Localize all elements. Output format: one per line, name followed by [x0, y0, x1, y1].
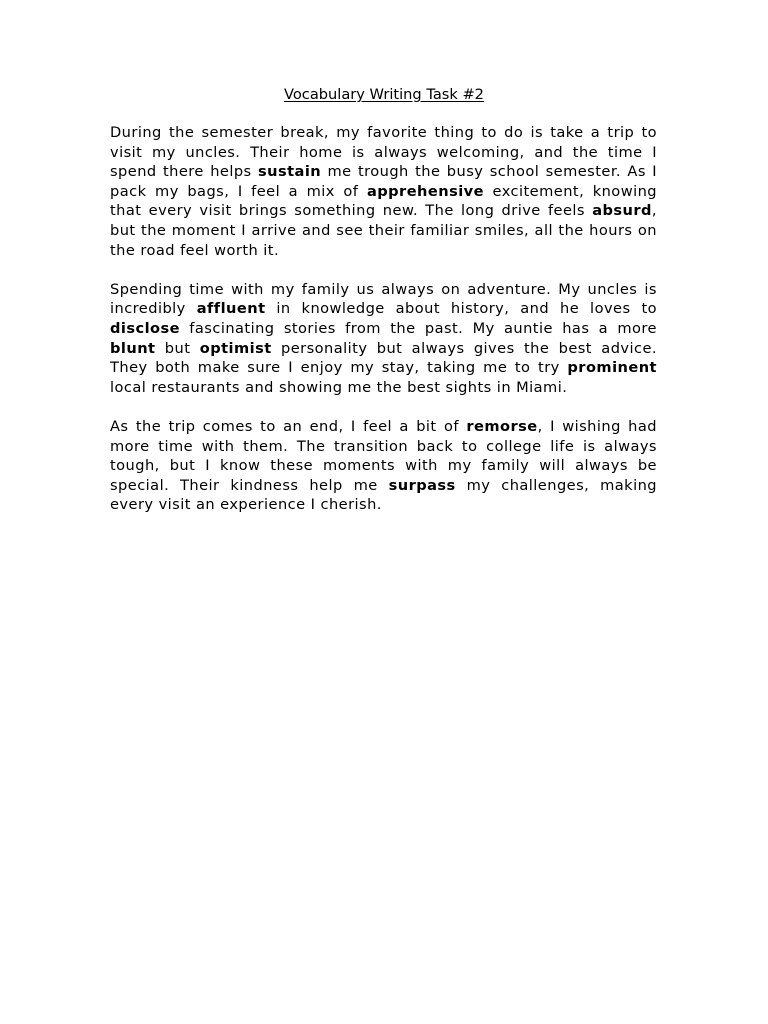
- vocabulary-word: surpass: [388, 476, 456, 494]
- document-body: [110, 123, 657, 534]
- paragraph-text: As the trip comes to an end, I feel a bit of: [110, 417, 467, 435]
- vocabulary-word: affluent: [196, 300, 266, 318]
- paragraph-text: , but the moment I arrive and see their familiar smiles, all the hours on the road feel worth it.: [110, 202, 657, 259]
- vocabulary-word: disclose: [110, 319, 180, 337]
- paragraph-text: personality but always gives the best advice. They both make sure I enjoy my stay, taking me to try: [110, 339, 658, 377]
- paragraph-text: my challenges, making every visit an experience I cherish.: [110, 476, 657, 514]
- paragraph-text: me trough the busy school semester. As I pack my bags, I feel a mix of: [110, 163, 657, 200]
- vocabulary-word: prominent: [567, 359, 657, 377]
- vocabulary-word: optimist: [199, 339, 272, 357]
- paragraph-text: During the semester break, my favorite thing to do is take a trip to visit my uncles. Their home is always welcoming, and the time I spend there helps: [110, 124, 657, 181]
- vocabulary-word: sustain: [257, 163, 322, 181]
- paragraph-1: [110, 123, 657, 260]
- paragraph-text: but: [155, 339, 200, 357]
- paragraph-text: Spending time with my family us always on adventure. My uncles is incredibly: [110, 280, 657, 318]
- paragraph-3: [110, 417, 657, 515]
- vocabulary-word: blunt: [110, 339, 156, 357]
- vocabulary-word: absurd: [592, 202, 652, 220]
- vocabulary-word: apprehensive: [366, 182, 484, 200]
- paragraph-text: , I wishing had more time with them. The transition back to college life is always tough, but I know these moments with my family will always be special. Their kindness help me: [110, 417, 657, 494]
- document-title: Vocabulary Writing Task #2: [284, 86, 484, 103]
- paragraph-2: [110, 280, 657, 398]
- paragraph-text: in knowledge about history, and he loves to: [265, 300, 657, 318]
- paragraph-text: excitement, knowing that every visit brings something new. The long drive feels: [110, 182, 657, 220]
- vocabulary-word: remorse: [466, 417, 538, 435]
- paragraph-text: local restaurants and showing me the best sights in Miami.: [110, 378, 568, 396]
- paragraph-text: fascinating stories from the past. My auntie has a more: [180, 319, 657, 337]
